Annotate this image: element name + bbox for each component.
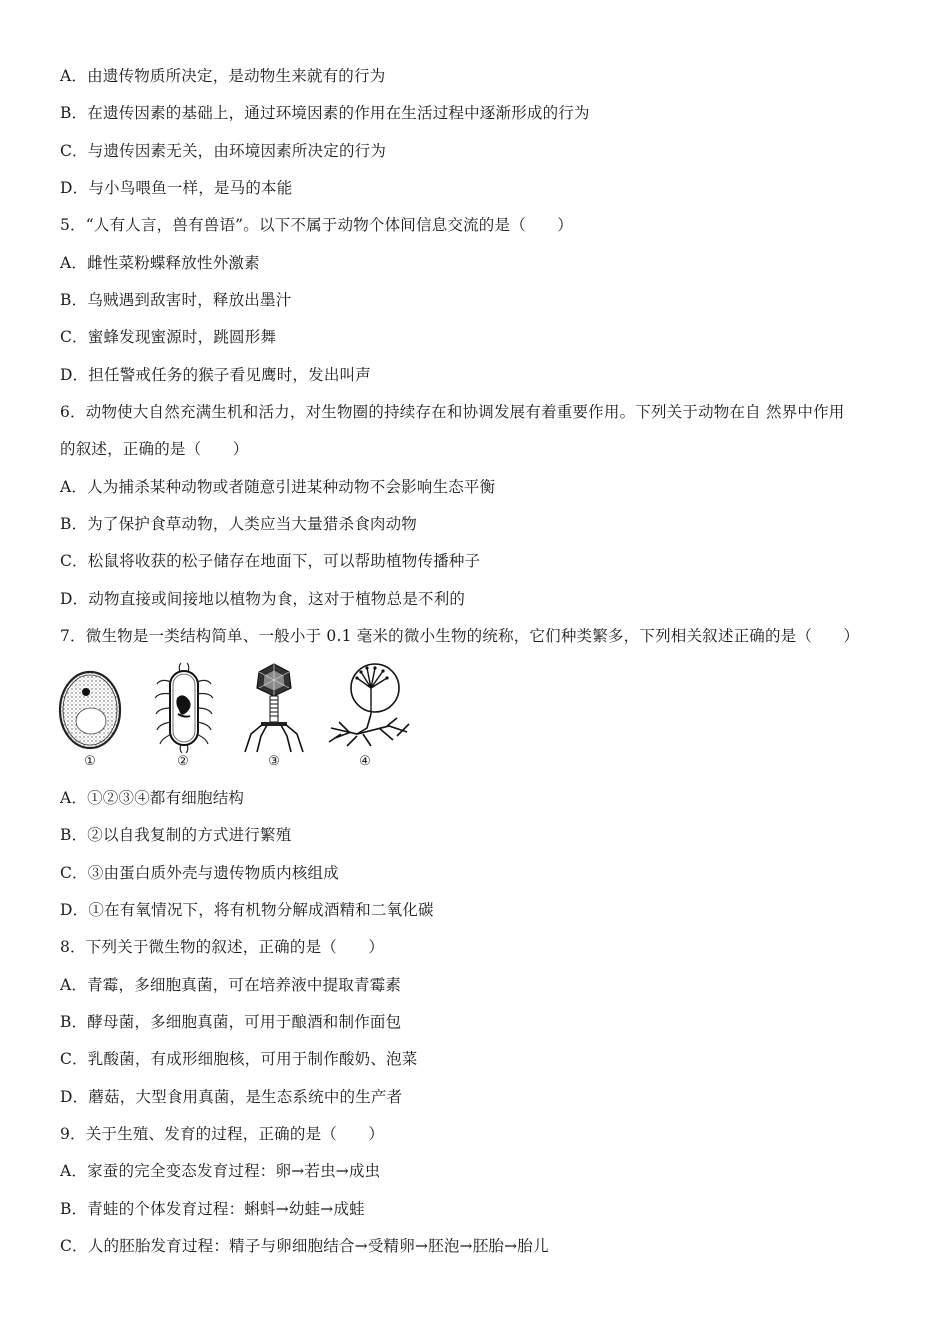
q7-option-b: B．②以自我复制的方式进行繁殖 — [60, 826, 292, 844]
q5-option-a: A．雌性菜粉蝶释放性外激素 — [60, 254, 260, 272]
q5-stem: 5．“人有人言，兽有兽语”。以下不属于动物个体间信息交流的是（ ） — [60, 216, 574, 234]
q8-stem: 8．下列关于微生物的叙述，正确的是（ ） — [60, 938, 385, 956]
q4-option-a: A．由遗传物质所决定，是动物生来就有的行为 — [60, 67, 386, 85]
figure-label-4: ④ — [359, 754, 371, 769]
bacterium-icon — [153, 662, 215, 754]
q6-stem-line1: 6．动物使大自然充满生机和活力，对生物圈的持续存在和协调发展有着重要作用。下列关于动物在自 然界中作用 — [60, 403, 845, 421]
yeast-cell-icon — [55, 668, 125, 752]
q6-option-d: D．动物直接或间接地以植物为食，这对于植物总是不利的 — [60, 590, 466, 608]
q8-option-c: C．乳酸菌，有成形细胞核，可用于制作酸奶、泡菜 — [60, 1050, 418, 1068]
figure-label-3: ③ — [268, 754, 280, 769]
q6-option-a: A．人为捕杀某种动物或者随意引进某种动物不会影响生态平衡 — [60, 478, 496, 496]
q8-option-b: B．酵母菌，多细胞真菌，可用于酿酒和制作面包 — [60, 1013, 402, 1031]
q5-option-c: C．蜜蜂发现蜜源时，跳圆形舞 — [60, 328, 277, 346]
q9-stem: 9．关于生殖、发育的过程，正确的是（ ） — [60, 1125, 385, 1143]
q5-option-d: D．担任警戒任务的猴子看见鹰时，发出叫声 — [60, 366, 371, 384]
q7-option-c: C．③由蛋白质外壳与遗传物质内核组成 — [60, 864, 339, 882]
q9-option-c: C．人的胚胎发育过程：精子与卵细胞结合→受精卵→胚泡→胚胎→胎儿 — [60, 1237, 549, 1255]
q6-option-b: B．为了保护食草动物，人类应当大量猎杀食肉动物 — [60, 515, 417, 533]
mold-icon — [327, 662, 411, 754]
figure-label-1: ① — [84, 754, 96, 769]
q9-option-b: B．青蛙的个体发育过程：蝌蚪→幼蛙→成蛙 — [60, 1200, 365, 1218]
bacteriophage-icon — [239, 662, 309, 754]
q4-option-b: B．在遗传因素的基础上，通过环境因素的作用在生活过程中逐渐形成的行为 — [60, 104, 590, 122]
q8-option-a: A．青霉，多细胞真菌，可在培养液中提取青霉素 — [60, 976, 402, 994]
q5-option-b: B．乌贼遇到敌害时，释放出墨汁 — [60, 291, 292, 309]
microorganism-figure — [55, 662, 415, 774]
q8-option-d: D．蘑菇，大型食用真菌，是生态系统中的生产者 — [60, 1088, 403, 1106]
q7-stem: 7．微生物是一类结构简单、一般小于 0.1 毫米的微小生物的统称，它们种类繁多，下列相关叙述正确的是（ ） — [60, 627, 860, 645]
q7-option-a: A．①②③④都有细胞结构 — [60, 789, 245, 807]
q6-option-c: C．松鼠将收获的松子储存在地面下，可以帮助植物传播种子 — [60, 552, 481, 570]
q9-option-a: A．家蚕的完全变态发育过程：卵→若虫→成虫 — [60, 1162, 381, 1180]
q6-stem-line2: 的叙述，正确的是（ ） — [60, 440, 249, 458]
figure-label-2: ② — [177, 754, 189, 769]
q4-option-d: D．与小鸟喂鱼一样，是马的本能 — [60, 179, 293, 197]
q7-option-d: D．①在有氧情况下，将有机物分解成酒精和二氧化碳 — [60, 901, 434, 919]
q4-option-c: C．与遗传因素无关，由环境因素所决定的行为 — [60, 142, 387, 160]
